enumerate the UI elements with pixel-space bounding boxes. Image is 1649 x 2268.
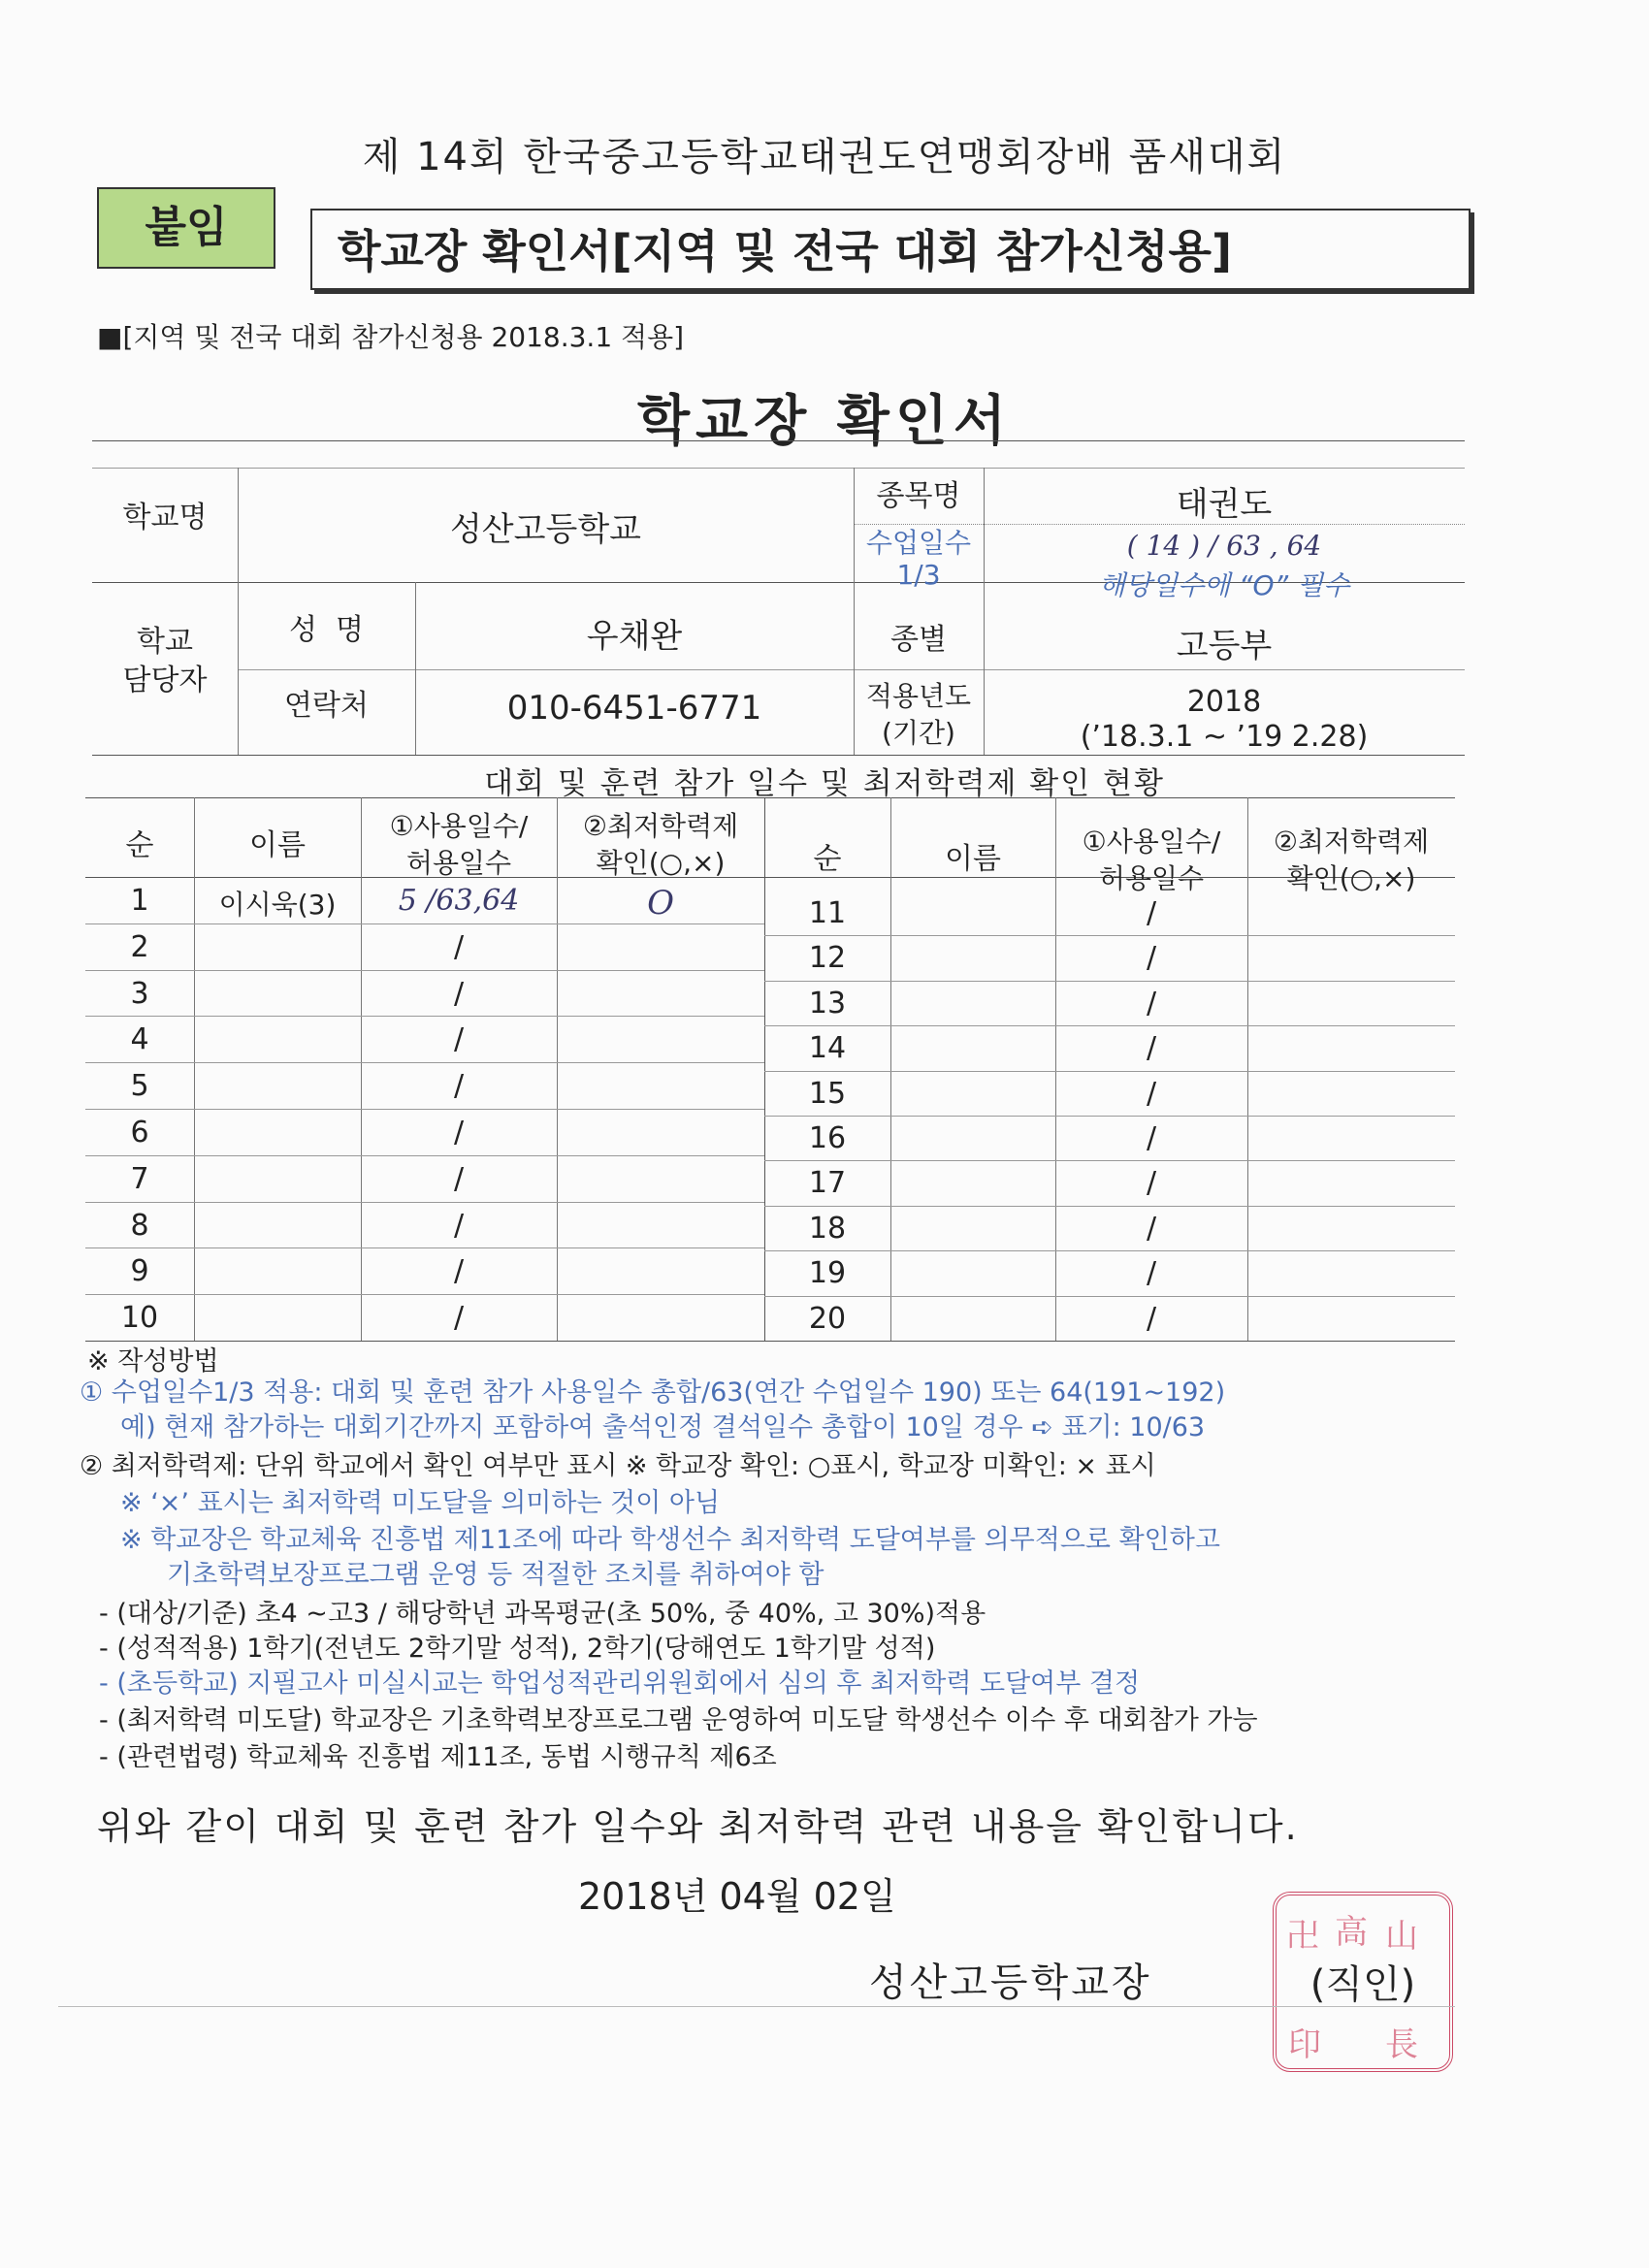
col-check-header-right-1: ②최저학력제 [1273, 826, 1430, 858]
row-used-days: / [1146, 1121, 1157, 1155]
row-number: 14 [808, 1031, 847, 1066]
event-value: 태권도 [1176, 485, 1273, 524]
row-number: 7 [130, 1161, 149, 1196]
row-used-days: 5 /63,64 [398, 884, 520, 918]
col-days-header-left-2: 허용일수 [405, 847, 512, 879]
row-number: 20 [808, 1301, 847, 1336]
principal-name: 성산고등학교장 [869, 1960, 1152, 2005]
year-value-line2: (’18.3.1 ~ ’19 2.28) [1080, 720, 1369, 754]
row-used-days: / [453, 1208, 465, 1243]
row-number: 11 [808, 896, 847, 930]
guide-note-1a: ① 수업일수1/3 적용: 대회 및 훈련 참가 사용일수 총합/63(연간 수업일수 190) 또는 64(191~192) [80, 1377, 1226, 1408]
event-label: 종목명 [876, 479, 961, 513]
manager-label-line2: 담당자 [122, 664, 208, 697]
event-title: 제 14회 한국중고등학교태권도연맹회장배 품새대회 [362, 135, 1287, 179]
col-name-header-left: 이름 [249, 828, 306, 862]
school-name-value: 성산고등학교 [449, 510, 642, 549]
category-label: 종별 [890, 623, 947, 657]
seal-label: (직인) [1310, 1962, 1416, 2007]
row-number: 17 [808, 1166, 847, 1201]
manager-name-label: 성 명 [288, 613, 365, 647]
row-number: 5 [130, 1069, 149, 1104]
class-days-ratio-label: 1/3 [896, 559, 941, 591]
guide-note-2d: 기초학력보장프로그램 운영 등 적절한 조치를 취하여야 함 [167, 1560, 824, 1590]
row-used-days: / [1146, 1256, 1157, 1291]
row-number: 6 [130, 1116, 149, 1150]
col-check-header-left-1: ②최저학력제 [582, 810, 739, 842]
guide-detail-4: - (최저학력 미도달) 학교장은 기초학력보장프로그램 운영하여 미도달 학생선수 이수 후 대회참가 가능 [99, 1705, 1258, 1735]
col-name-header-right: 이름 [945, 842, 1001, 876]
row-name: 이시욱(3) [218, 889, 337, 921]
row-number: 1 [130, 884, 149, 918]
col-days-header-right-1: ①사용일수/ [1082, 826, 1221, 858]
confirmation-statement: 위와 같이 대회 및 훈련 참가 일수와 최저학력 관련 내용을 확인합니다. [97, 1805, 1299, 1848]
row-number: 15 [808, 1076, 847, 1111]
manager-label-line1: 학교 [137, 625, 193, 659]
guide-detail-5: - (관련법령) 학교체육 진흥법 제11조, 동법 시행규칙 제6조 [99, 1742, 777, 1772]
school-name-label: 학교명 [122, 501, 208, 535]
row-number: 13 [808, 986, 847, 1021]
class-days-value: ( 14 ) / 63 , 64 [1126, 530, 1322, 562]
row-number: 2 [130, 929, 149, 964]
contact-label: 연락처 [284, 689, 369, 723]
row-number: 9 [130, 1254, 149, 1289]
confirmation-date: 2018년 04월 02일 [578, 1875, 896, 1918]
col-no-header-left: 순 [125, 828, 154, 862]
year-value-line1: 2018 [1186, 685, 1262, 719]
guide-detail-1: - (대상/기준) 초4 ~고3 / 해당학년 과목평균(초 50%, 중 40%, 고 30%)적용 [99, 1599, 986, 1629]
row-used-days: / [1146, 941, 1157, 976]
attach-label: 붙임 [97, 187, 275, 269]
row-used-days: / [1146, 986, 1157, 1021]
subtitle: ■[지역 및 전국 대회 참가신청용 2018.3.1 적용] [97, 321, 685, 353]
year-label-line2: (기간) [882, 717, 955, 749]
guide-note-2c: ※ 학교장은 학교체육 진흥법 제11조에 따라 학생선수 최저학력 도달여부를 의무적으로 확인하고 [120, 1525, 1220, 1555]
row-number: 3 [130, 976, 149, 1011]
row-used-days: / [453, 1069, 465, 1104]
document-title: 학교장 확인서[지역 및 전국 대회 참가신청용] [310, 209, 1471, 290]
col-no-header-right: 순 [813, 842, 842, 876]
row-used-days: / [1146, 1211, 1157, 1246]
row-used-days: / [453, 929, 465, 964]
row-used-days: / [1146, 1301, 1157, 1336]
row-used-days: / [453, 976, 465, 1011]
guide-detail-3: - (초등학교) 지필고사 미실시교는 학업성적관리위원회에서 심의 후 최저학력 도달여부 결정 [99, 1669, 1141, 1699]
col-check-header-left-2: 확인(○,×) [596, 847, 726, 879]
col-check-header-right-2: 확인(○,×) [1286, 862, 1416, 894]
guide-note-2a: ② 최저학력제: 단위 학교에서 확인 여부만 표시 ※ 학교장 확인: ○표시, 학교장 미확인: × 표시 [80, 1451, 1156, 1481]
contact-value: 010-6451-6771 [506, 689, 762, 728]
row-used-days: / [1146, 1076, 1157, 1111]
category-value: 고등부 [1176, 627, 1273, 665]
row-min-academic-check: O [647, 884, 674, 923]
row-used-days: / [453, 1301, 465, 1336]
manager-name-value: 우채완 [586, 617, 683, 656]
row-number: 8 [130, 1208, 149, 1243]
guide-note-2b: ※ ‘×’ 표시는 최저학력 미도달을 의미하는 것이 아님 [120, 1488, 721, 1518]
row-number: 4 [130, 1022, 149, 1057]
class-days-note: 해당일수에 “O” 필수 [1098, 569, 1350, 601]
guide-note-1b: 예) 현재 참가하는 대회기간까지 포함하여 출석인정 결석일수 총합이 10일 경우 ➪ 표기: 10/63 [120, 1412, 1206, 1442]
status-title: 대회 및 훈련 참가 일수 및 최저학력제 확인 현황 [484, 766, 1165, 801]
col-days-header-right-2: 허용일수 [1098, 862, 1205, 894]
guide-heading: ※ 작성방법 [87, 1346, 219, 1377]
row-used-days: / [1146, 1166, 1157, 1201]
year-label-line1: 적용년도 [865, 680, 972, 712]
official-seal: 卍 高 山 印 長 [1273, 1892, 1453, 2072]
row-used-days: / [453, 1161, 465, 1196]
row-used-days: / [453, 1116, 465, 1150]
class-days-label: 수업일수 [865, 527, 972, 559]
row-number: 12 [808, 941, 847, 976]
row-used-days: / [453, 1022, 465, 1057]
main-title: 학교장 확인서 [636, 390, 1013, 453]
col-days-header-left-1: ①사용일수/ [389, 810, 529, 842]
row-number: 19 [808, 1256, 847, 1291]
row-number: 18 [808, 1211, 847, 1246]
guide-detail-2: - (성적적용) 1학기(전년도 2학기말 성적), 2학기(당해연도 1학기말 성적) [99, 1634, 936, 1664]
row-used-days: / [1146, 896, 1157, 930]
row-used-days: / [453, 1254, 465, 1289]
row-number: 16 [808, 1121, 847, 1155]
row-number: 10 [120, 1301, 159, 1336]
row-used-days: / [1146, 1031, 1157, 1066]
